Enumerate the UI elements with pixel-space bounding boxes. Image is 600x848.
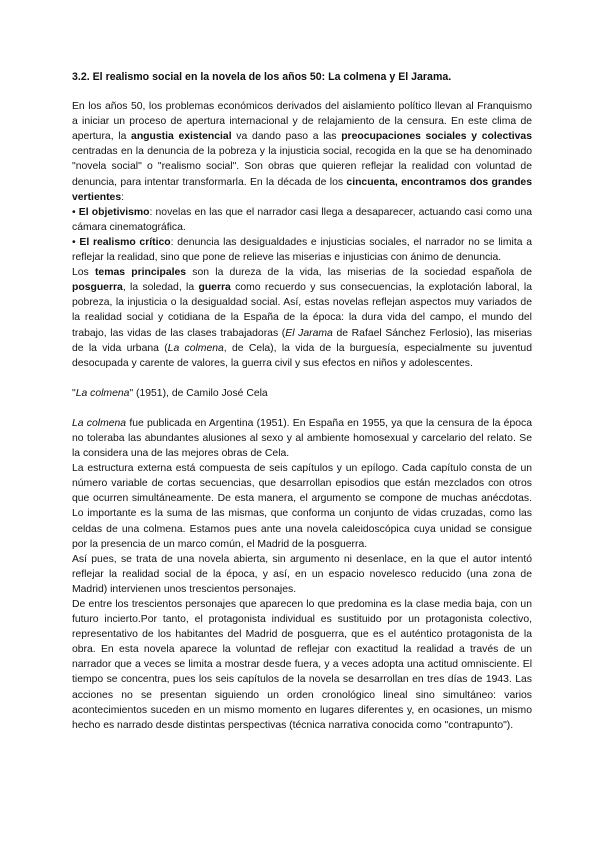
intro-bold-1: angustia existencial bbox=[131, 131, 232, 143]
section-title: 3.2. El realismo social en la novela de los años 50: La colmena y El Jarama. bbox=[72, 71, 452, 83]
intro-bold-2: preocupaciones sociales y colectivas bbox=[341, 131, 532, 143]
themes-bold-3: guerra bbox=[198, 282, 231, 294]
intro-text-2: va dando paso a las bbox=[231, 131, 342, 143]
bullet-mark: • bbox=[72, 236, 76, 248]
bullet-realismo-term: El realismo crítico bbox=[79, 236, 171, 248]
themes-text-6: , de Cela), la vida de la burguesía, especialmente su juventud desocupada y carente de valores, la guerra civil y sus efectos en niños y adolescentes. bbox=[72, 342, 532, 369]
themes-paragraph bbox=[72, 265, 532, 371]
themes-text-2: son la dureza de la vida, las miserias de la sociedad española de bbox=[186, 267, 532, 279]
colmena-paragraph-2: La estructura externa está compuesta de seis capítulos y un epílogo. Cada capítulo consta de un número variable de cortas secuencias, que desarrollan episodios que están mezclados con otros que ocurren simultáneamente. De esta manera, el argumento se compone de muchas anécdotas. Lo importante es la suma de las mismas, que conforma un conjunto de vidas cruzadas, como las celdas de una colmena. Estamos pues ante una novela caleidoscópica cuya unidad se consigue por la presencia de un marco común, el Madrid de la posguerra. bbox=[72, 463, 532, 550]
intro-text-3: centradas en la denuncia de la pobreza y la injusticia social, recogida en la que se ha denominado "novela social" o "realismo social". Son obras que quieren reflejar la realidad con voluntad de denuncia, para intentar transformarla. En la década de los bbox=[72, 146, 532, 188]
bullet-objetivismo bbox=[72, 205, 532, 235]
themes-italic-1: El Jarama bbox=[285, 327, 333, 339]
colmena-p1-text: fue publicada en Argentina (1951). En España en 1955, ya que la censura de la época no toleraba las abundantes alusiones al sexo y al ambiente homosexual y carcelario del relato. Se la considera una de las mejores obras de Cela. bbox=[72, 417, 532, 460]
themes-bold-2: posguerra bbox=[72, 282, 123, 294]
colmena-title-italic: La colmena bbox=[72, 417, 127, 429]
themes-text-3: , la soledad, la bbox=[122, 282, 199, 294]
themes-text-4: como recuerdo y sus consecuencias, la explotación laboral, la pobreza, la injusticia o la desigualdad social. Así, estas novelas reflejan aspectos muy variados de la realidad social y cotidiana de la España de la época: la dura vida del campo, el mundo del trabajo, las vidas de las clases trabajadoras ( bbox=[72, 282, 532, 339]
intro-text-4: : bbox=[121, 191, 124, 203]
themes-text-5: de Rafael Sánchez Ferlosio), las miserias de la vida urbana ( bbox=[72, 327, 533, 354]
intro-text-1: En los años 50, los problemas económicos derivados del aislamiento político llevan al Franquismo a iniciar un proceso de apertura internacional y de relajamiento de la censura. En este clima de apertura, la bbox=[72, 101, 532, 143]
themes-bold-1: temas principales bbox=[94, 267, 187, 279]
bullet-realismo-critico bbox=[72, 235, 532, 265]
colmena-paragraph-4: De entre los trescientos personajes que aparecen lo que predomina es la clase media baja, con un futuro incierto.Por tanto, el protagonista individual es sustituido por un protagonista colectivo, representativo de los habitantes del Madrid de posguerra, que es el auténtico protagonista de la obra. En esta novela aparece la voluntad de reflejar con exactitud la realidad a través de un narrador que a veces se limita a mostrar desde fuera, y a veces adopta una actitud omnisciente. El tiempo se concentra, pues los seis capítulos de la novela se desarrollan en tres días de 1943. Las acciones no se presentan siguiendo un orden cronológico lineal sino simultáneo: varios acontecimientos suceden en un mismo momento en lugares diferentes y, en ocasiones, un mismo hecho es narrado desde distintas perspectivas (técnica narrativa conocida como "contrapunto"). bbox=[72, 599, 532, 731]
subheading bbox=[72, 386, 532, 401]
bullet-objetivismo-term: El objetivismo bbox=[78, 206, 150, 218]
spacer bbox=[72, 371, 532, 386]
intro-bold-3: cincuenta, encontramos dos grandes vertientes bbox=[72, 176, 532, 203]
subheading-title: La colmena bbox=[75, 387, 130, 399]
subheading-rest: " (1951), de Camilo José Cela bbox=[129, 387, 268, 399]
bullet-realismo-text: : denuncia las desigualdades e injusticias sociales, el narrador no se limita a reflejar la realidad, sino que pone de relieve las miserias e injusticias con ánimo de denuncia. bbox=[72, 236, 533, 264]
themes-text-1: Los bbox=[72, 267, 95, 279]
bullet-mark: • bbox=[72, 206, 76, 218]
colmena-paragraph-3: Así pues, se trata de una novela abierta, sin argumento ni desenlace, en la que el autor intentó reflejar la realidad social de la época, y así, en un espacio novelesco reducido (una zona de Madrid) intervienen unos trescientos personajes. bbox=[72, 553, 532, 595]
intro-paragraph bbox=[72, 99, 532, 205]
subheading-quote: " bbox=[72, 387, 76, 399]
bullet-objetivismo-text: : novelas en las que el narrador casi llega a desaparecer, actuando casi como una cámara cinematográfica. bbox=[72, 206, 532, 233]
themes-italic-2: La colmena bbox=[167, 342, 224, 354]
colmena-paragraph-1 bbox=[72, 416, 532, 461]
